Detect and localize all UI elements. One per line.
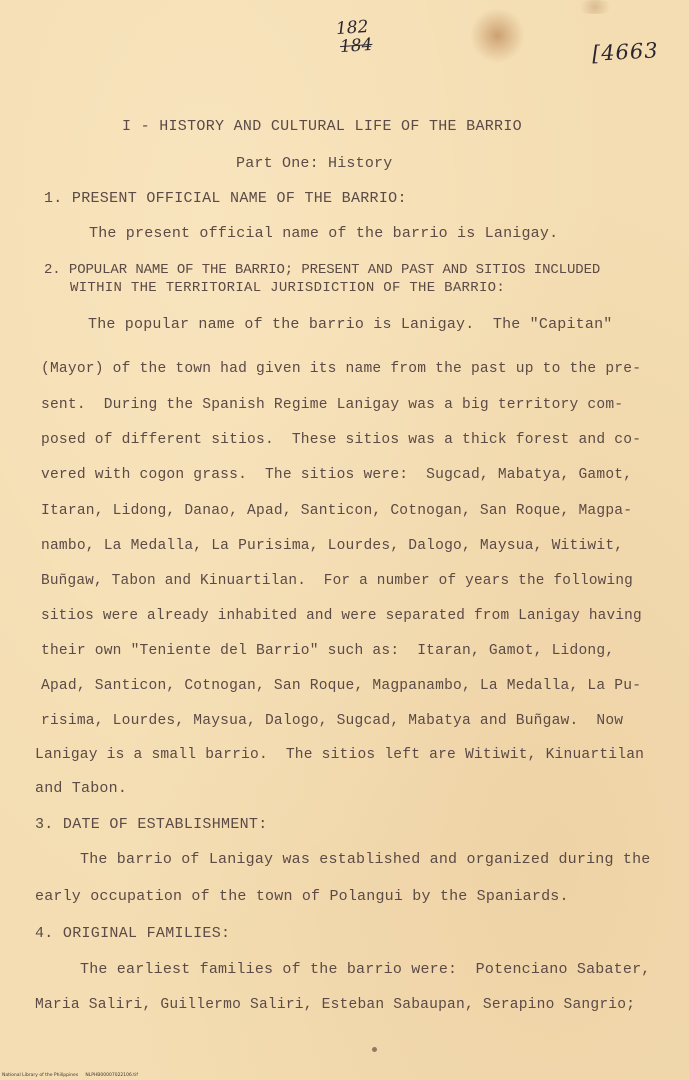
section-2-body-line: Apad, Santicon, Cotnogan, San Roque, Magpanambo, La Medalla, La Pu- [41, 678, 642, 694]
scan-source-footer: National Library of the Philippines NLPHB00007022106.tif [2, 1073, 138, 1078]
section-2-body-line: Itaran, Lidong, Danao, Apad, Santicon, Cotnogan, San Roque, Magpa- [41, 503, 633, 519]
document-title: I - HISTORY AND CULTURAL LIFE OF THE BARRIO [122, 118, 522, 135]
paper-stain-small [575, 0, 615, 14]
section-2-body-line: Lanigay is a small barrio. The sitios left are Witiwit, Kinuartilan [35, 747, 645, 763]
document-subtitle: Part One: History [236, 155, 393, 172]
handwritten-page-number: 182 [335, 16, 370, 40]
section-2-body-line: Buñgaw, Tabon and Kinuartilan. For a number of years the following [41, 573, 633, 589]
section-3-body-line: The barrio of Lanigay was established and organized during the [80, 851, 651, 868]
section-4-body-line: The earliest families of the barrio were: Potenciano Sabater, [80, 961, 651, 978]
handwritten-document-code: [4663 [591, 38, 660, 66]
crossed-out-page-number: 184 [339, 34, 374, 58]
section-2-heading-cont: WITHIN THE TERRITORIAL JURISDICTION OF THE BARRIO: [70, 280, 506, 296]
section-3-body-line: early occupation of the town of Polangui by the Spaniards. [35, 888, 569, 905]
paper-stain [470, 8, 525, 63]
section-4-heading: 4. ORIGINAL FAMILIES: [35, 925, 231, 942]
section-2-body-line: posed of different sitios. These sitios was a thick forest and co- [41, 432, 642, 448]
section-2-body-line: nambo, La Medalla, La Purisima, Lourdes, Dalogo, Maysua, Witiwit, [41, 538, 624, 554]
section-2-body-line: their own "Teniente del Barrio" such as: Itaran, Gamot, Lidong, [41, 643, 615, 659]
section-2-body-line: The popular name of the barrio is Lanigay. The "Capitan" [88, 316, 613, 333]
section-1-body-line: The present official name of the barrio is Lanigay. [89, 225, 559, 242]
section-2-body-line: vered with cogon grass. The sitios were: Sugcad, Mabatya, Gamot, [41, 467, 633, 483]
section-2-body-line: sitios were already inhabited and were separated from Lanigay having [41, 608, 642, 624]
section-3-heading: 3. DATE OF ESTABLISHMENT: [35, 816, 268, 833]
section-2-heading: 2. POPULAR NAME OF THE BARRIO; PRESENT AND PAST AND SITIOS INCLUDED [44, 262, 601, 278]
section-4-body-line: Maria Saliri, Guillermo Saliri, Esteban Sabaupan, Serapino Sangrio; [35, 997, 636, 1013]
section-2-body-line: risima, Lourdes, Maysua, Dalogo, Sugcad, Mabatya and Buñgaw. Now [41, 713, 624, 729]
section-1-heading: 1. PRESENT OFFICIAL NAME OF THE BARRIO: [44, 190, 407, 207]
section-2-body-line: sent. During the Spanish Regime Lanigay was a big territory com- [41, 397, 624, 413]
section-2-body-line: and Tabon. [35, 780, 128, 797]
ink-speck [372, 1047, 377, 1052]
section-2-body-line: (Mayor) of the town had given its name from the past up to the pre- [41, 361, 642, 377]
